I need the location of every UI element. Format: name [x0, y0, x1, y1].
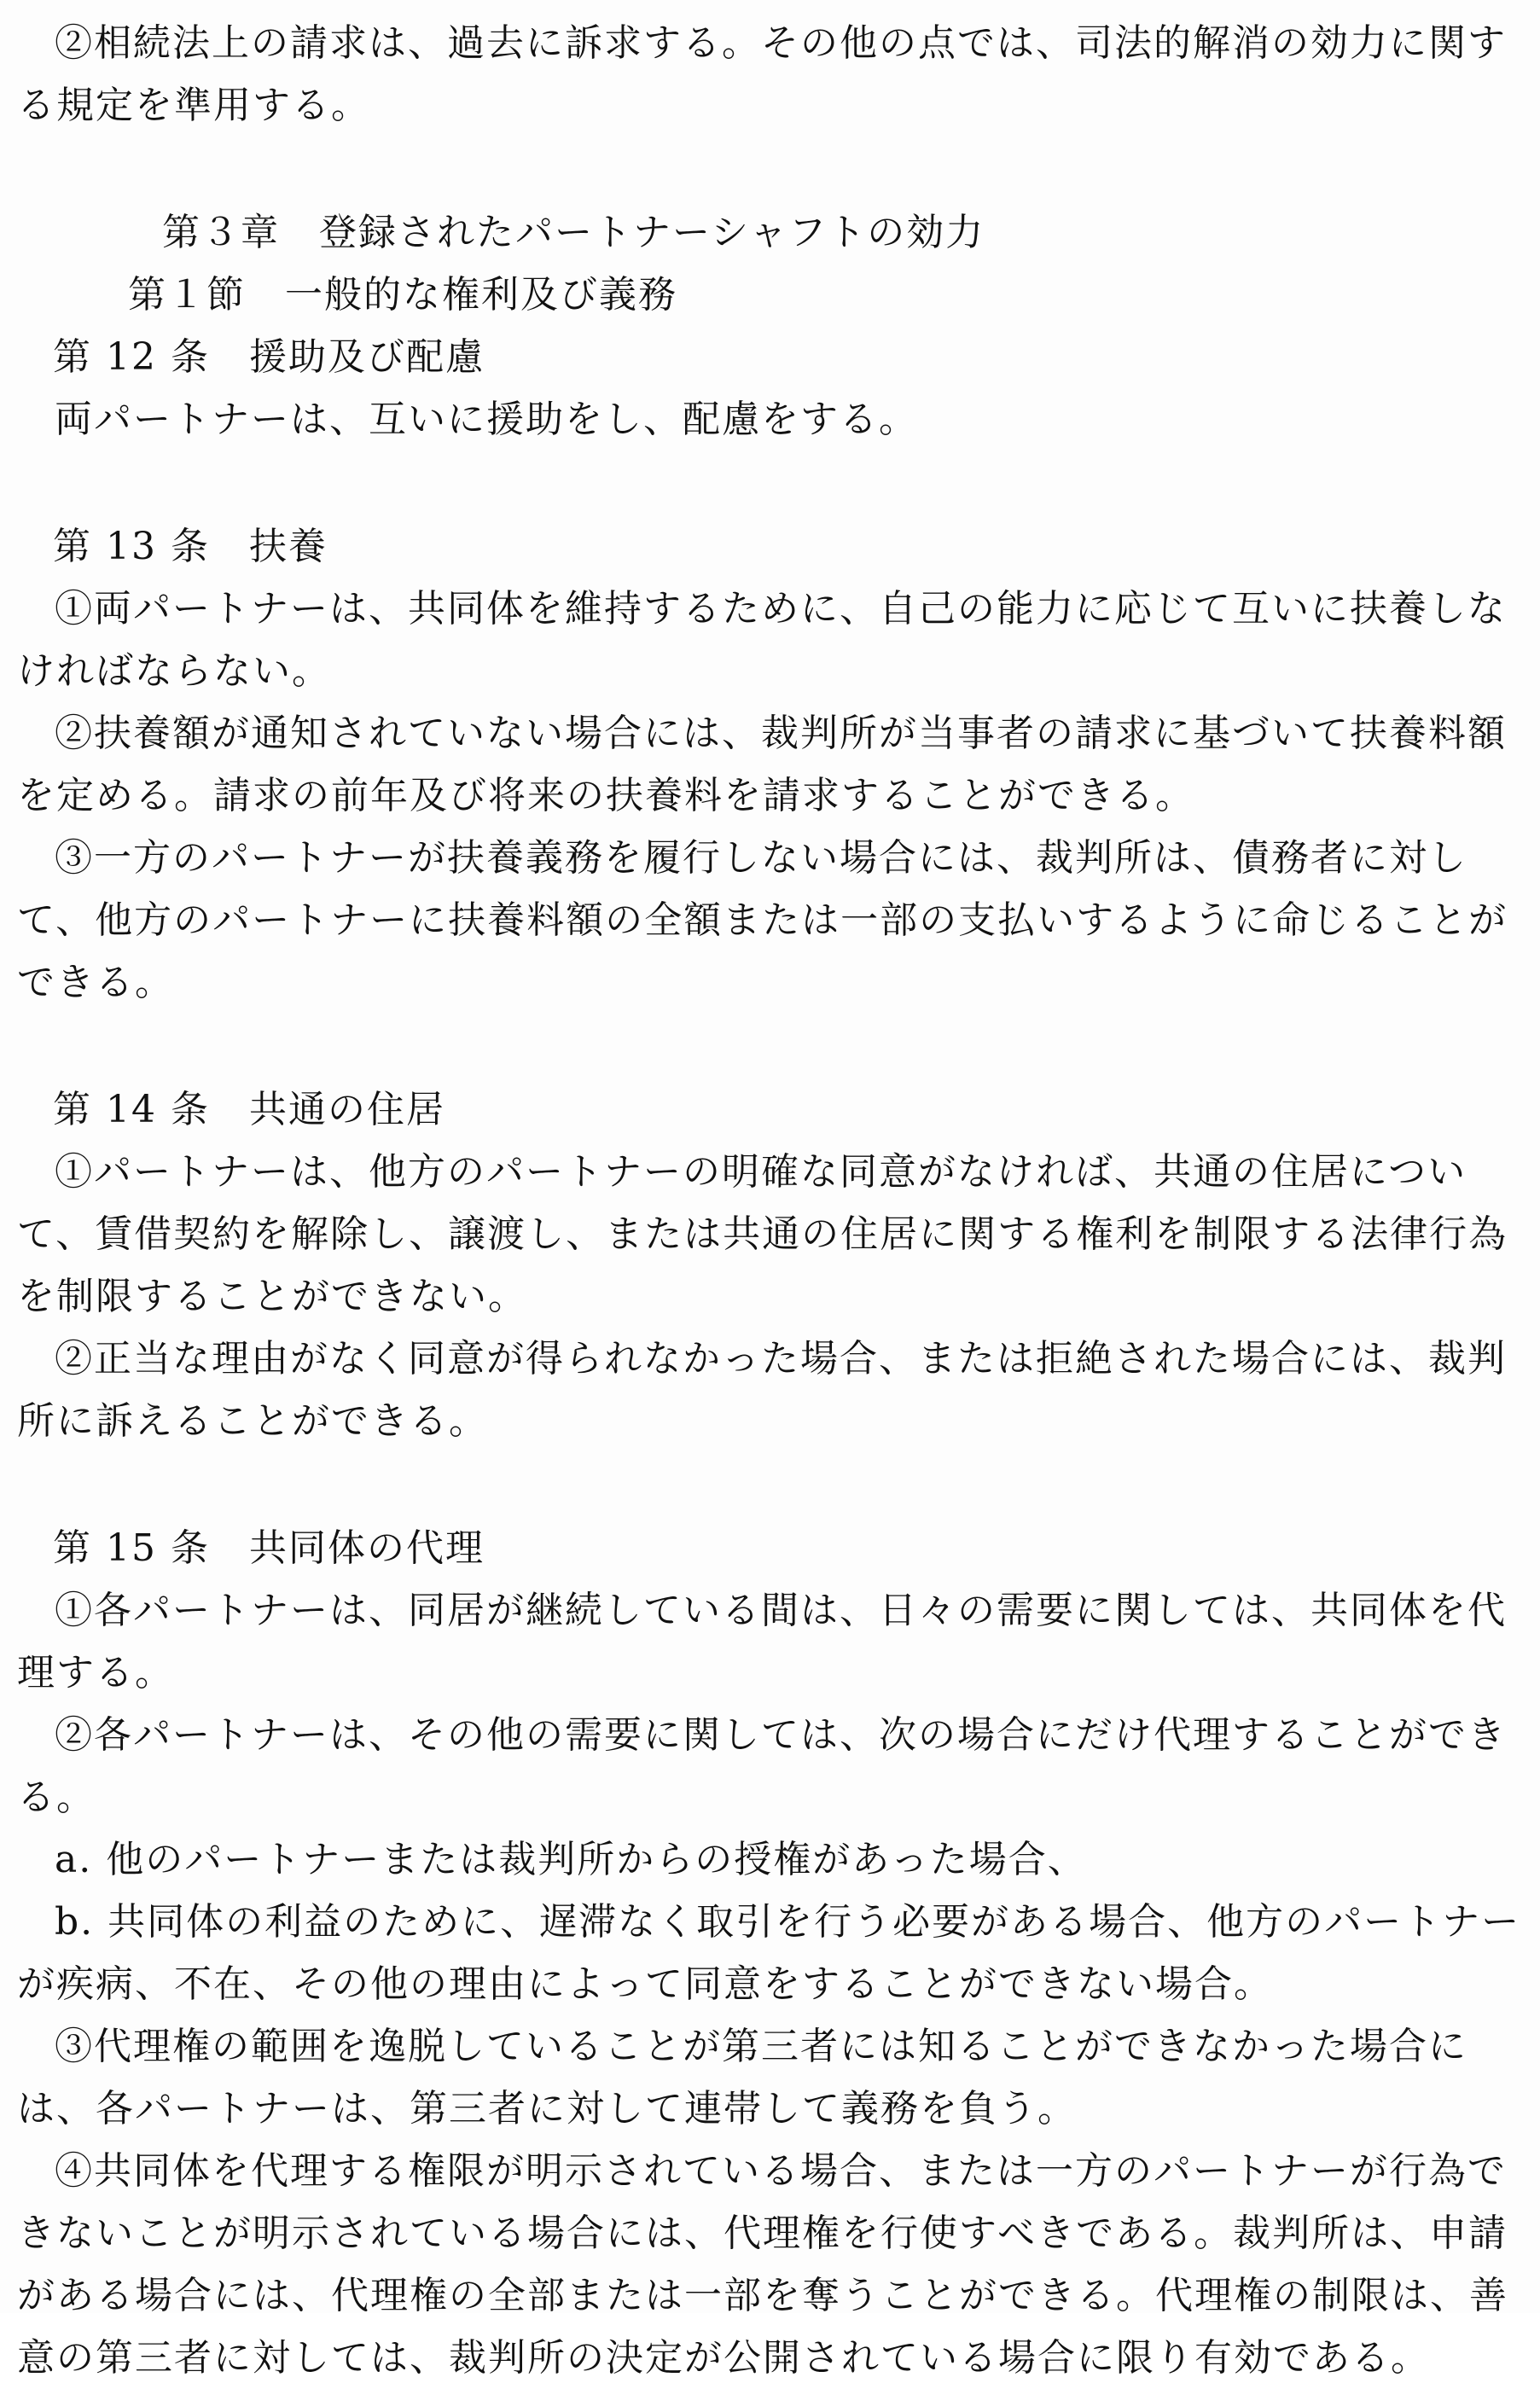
article-15-title: 第 15 条 共同体の代理: [53, 1526, 485, 1570]
article-13-title: 第 13 条 扶養: [53, 525, 328, 568]
spacer: [17, 450, 1523, 515]
intro-paragraph: ②相続法上の請求は、過去に訴求する。その他の点では、司法的解消の効力に関する規定を準用する。: [17, 21, 1507, 127]
article-14-paragraph-1: ①パートナーは、他方のパートナーの明確な同意がなければ、共通の住居について、賃借契約を解除し、譲渡し、または共通の住居に関する権利を制限する法律行為を制限することができない。: [17, 1150, 1508, 1318]
spacer: [17, 1452, 1523, 1517]
article-13-paragraph-1: ①両パートナーは、共同体を維持するために、自己の能力に応じて互いに扶養しなければならない。: [17, 587, 1507, 693]
article-12-title: 第 12 条 援助及び配慮: [53, 335, 485, 379]
article-15-item-b: b. 共同体の利益のために、遅滞なく取引を行う必要がある場合、他方のパートナーが疾病、不在、その他の理由によって同意をすることができない場合。: [17, 1900, 1521, 2006]
article-15-paragraph-2: ②各パートナーは、その他の需要に関しては、次の場合にだけ代理することができる。: [17, 1713, 1507, 1819]
article-13-paragraph-3: ③一方のパートナーが扶養義務を履行しない場合には、裁判所は、債務者に対して、他方のパートナーに扶養料額の全額または一部の支払いするように命じることができる。: [17, 836, 1508, 1004]
article-15-paragraph-4: ④共同体を代理する権限が明示されている場合、または一方のパートナーが行為できないことが明示されている場合には、代理権を行使すべきである。裁判所は、申請がある場合には、代理権の全部または一部を奪うことができる。代理権の制限は、善意の第三者に対しては、裁判所の決定が公開されている場合に限り有効である。: [17, 2149, 1508, 2380]
spacer: [17, 1014, 1523, 1078]
spacer: [17, 137, 1523, 201]
article-14-paragraph-2: ②正当な理由がなく同意が得られなかった場合、または拒絶された場合には、裁判所に訴えることができる。: [17, 1337, 1507, 1443]
article-13-paragraph-2: ②扶養額が通知されていない場合には、裁判所が当事者の請求に基づいて扶養料額を定める。請求の前年及び将来の扶養料を請求することができる。: [17, 712, 1507, 817]
article-15-item-a: a. 他のパートナーまたは裁判所からの授権があった場合、: [55, 1838, 1087, 1881]
chapter-heading: 第３章 登録されたパートナーシャフトの効力: [162, 211, 985, 254]
document-body: [17, 12, 1523, 2389]
section-heading: 第１節 一般的な権利及び義務: [128, 273, 677, 317]
article-12-paragraph-1: 両パートナーは、互いに援助をし、配慮をする。: [55, 398, 918, 441]
article-15-paragraph-3: ③代理権の範囲を逸脱していることが第三者には知ることができなかった場合には、各パートナーは、第三者に対して連帯して義務を負う。: [17, 2025, 1467, 2130]
article-14-title: 第 14 条 共通の住居: [53, 1088, 445, 1131]
article-15-paragraph-1: ①各パートナーは、同居が継続している間は、日々の需要に関しては、共同体を代理する。: [17, 1589, 1507, 1694]
